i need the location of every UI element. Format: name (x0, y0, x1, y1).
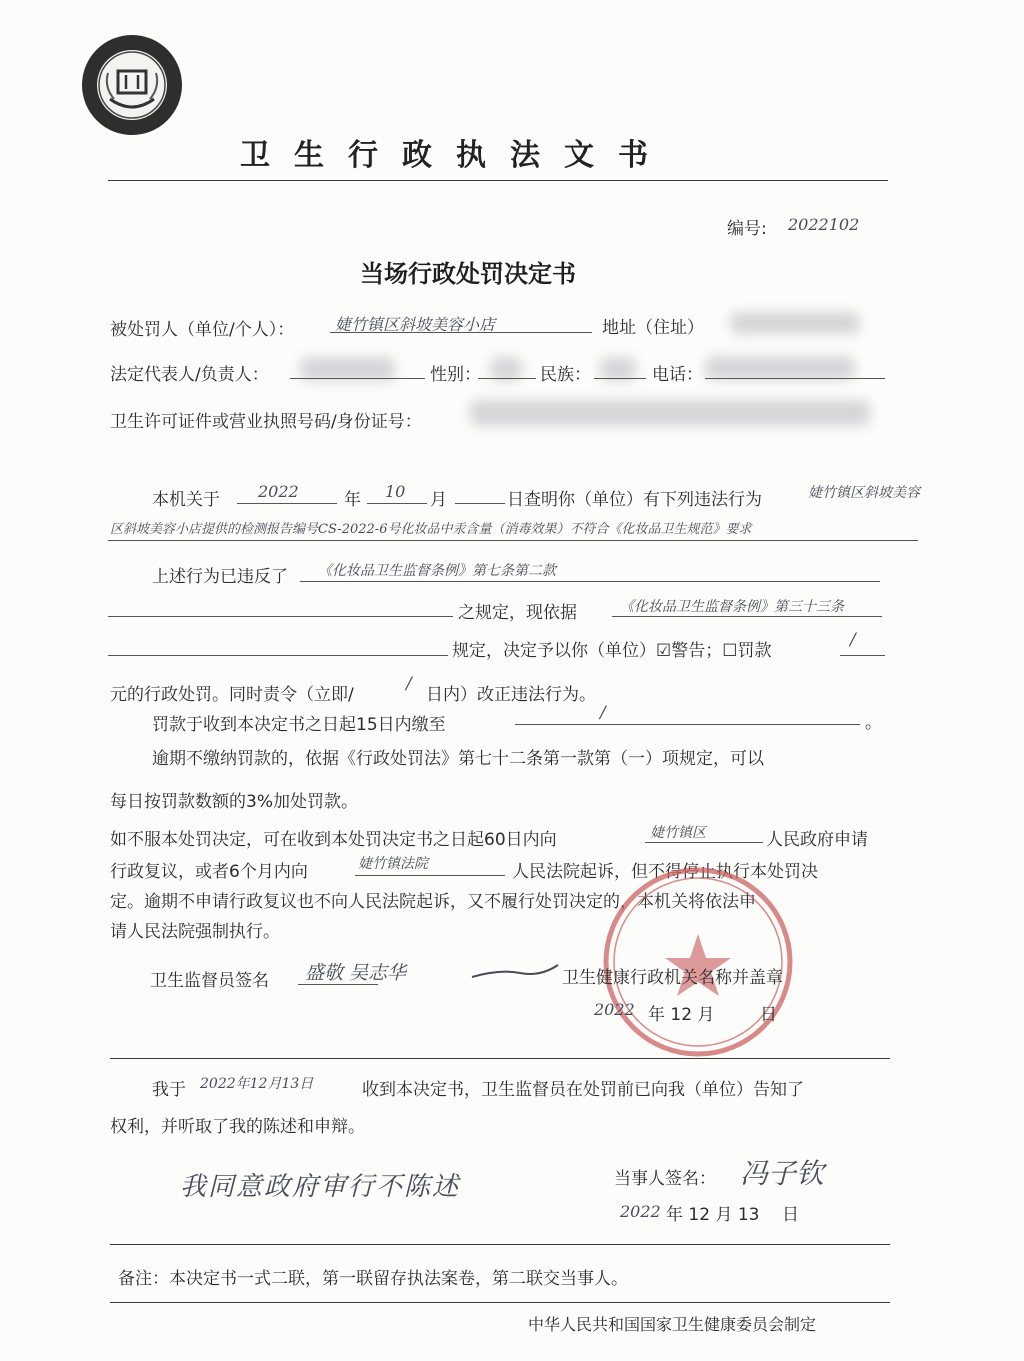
month-label: 月 (430, 490, 447, 510)
field-underline (330, 332, 592, 333)
field-underline (367, 503, 427, 504)
field-underline (515, 724, 860, 725)
field-underline (594, 378, 646, 379)
appeal-3: 定。逾期不申请行政复议也不向人民法院起诉，又不履行处罚决定的，本机关将依法申 (110, 892, 756, 912)
section-rule (110, 1302, 890, 1303)
redacted-address (730, 312, 860, 334)
appeal-1-suffix: 人民政府申请 (766, 830, 868, 850)
inspector-signature: 盛敬 吴志华 (305, 962, 407, 984)
gender-label: 性别： (430, 365, 481, 385)
penalized-party-label: 被处罚人（单位/个人）： (110, 320, 295, 340)
fine-line-value: / (600, 703, 606, 723)
overdue-text-1: 逾期不缴纳罚款的，依据《行政处罚法》第七十二条第一款第（一）项规定，可以 (152, 749, 764, 769)
note: 备注：本决定书一式二联，第一联留存执法案卷，第二联交当事人。 (118, 1269, 628, 1289)
page-title: 当场行政处罚决定书 (360, 260, 576, 288)
field-underline (290, 378, 425, 379)
doc-series-title: 卫生行政执法文书 (240, 138, 672, 173)
field-underline (298, 984, 378, 985)
party-statement-handwritten: 我同意政府审行不陈述 (180, 1172, 461, 1202)
redacted-phone (705, 356, 855, 380)
year-label: 年 (344, 490, 361, 510)
appeal-2-suffix: 人民法院起诉，但不得停止执行本处罚决 (512, 862, 818, 882)
field-underline (455, 503, 505, 504)
title-rule (108, 180, 888, 181)
official-seal-stamp (598, 862, 798, 1062)
appeal-1-hand: 婕竹镇区 (650, 825, 706, 841)
field-underline (108, 616, 453, 617)
party-day-label: 日 (782, 1205, 799, 1225)
field-underline (108, 655, 448, 656)
day-label: 日查明你（单位）有下列违法行为 (507, 490, 762, 510)
field-underline (645, 842, 763, 843)
license-label: 卫生许可证件或营业执照号码/身份证号： (110, 412, 422, 432)
party-date-text: 年 12 月 13 (666, 1205, 760, 1225)
field-underline (705, 378, 885, 379)
field-underline (108, 540, 918, 541)
signature-stroke (470, 955, 560, 985)
line5-text: 规定，决定予以你（单位）☑警告；☐罚款 (452, 641, 772, 661)
legal-rep-label: 法定代表人/负责人： (110, 365, 269, 385)
phone-label: 电话： (652, 365, 703, 385)
address-label: 地址（住址） (602, 318, 704, 338)
line6-hand: / (406, 674, 412, 694)
footer-issuer: 中华人民共和国国家卫生健康委员会制定 (528, 1315, 817, 1334)
party-date-year: 2022 (620, 1202, 661, 1221)
section-rule (110, 1244, 890, 1245)
agency-label: 卫生健康行政机关名称并盖章 (562, 968, 783, 988)
line4-handwritten: 《化妆品卫生监督条例》第三十三条 (620, 599, 844, 615)
field-underline (237, 503, 337, 504)
penalized-party-value: 婕竹镇区斜坡美容小店 (335, 315, 496, 334)
appeal-4: 请人民法院强制执行。 (110, 922, 280, 942)
agency-day-label: 日 (760, 1005, 777, 1025)
national-emblem-icon (80, 33, 184, 137)
receipt-line1-rest: 收到本决定书，卫生监督员在处罚前已向我（单位）告知了 (362, 1080, 804, 1100)
field-underline (300, 581, 880, 582)
party-sig-label: 当事人签名： (614, 1169, 716, 1189)
receipt-line1-hand: 2022年12月13日 (200, 1076, 314, 1092)
year-value: 2022 (258, 482, 299, 501)
violation-handwritten-2: 区斜坡美容小店提供的检测报告编号CS-2022-6号化妆品中汞含量（消毒效果）不符合《化妆品卫生规范》要求 (110, 522, 752, 537)
overdue-text-2: 每日按罚款数额的3%加处罚款。 (110, 792, 358, 812)
line3-prefix: 上述行为已违反了 (152, 567, 288, 587)
appeal-2-prefix: 行政复议，或者6个月内向 (110, 862, 308, 882)
party-signature: 冯子钦 (740, 1157, 825, 1190)
line4-mid: 之规定，现依据 (458, 603, 577, 623)
fine-line-text: 罚款于收到本决定书之日起15日内缴至 (152, 715, 446, 735)
doc-number-label: 编号: (727, 219, 767, 239)
violation-handwritten-1: 婕竹镇区斜坡美容 (808, 485, 920, 501)
line3-handwritten: 《化妆品卫生监督条例》第七条第二款 (318, 563, 556, 579)
receipt-line2: 权利，并听取了我的陈述和申辩。 (110, 1117, 365, 1137)
field-underline (612, 616, 882, 617)
appeal-1-prefix: 如不服本处罚决定，可在收到本处罚决定书之日起60日内向 (110, 830, 557, 850)
line5-fine-value: / (850, 630, 856, 650)
section-rule (110, 1058, 890, 1059)
receipt-line1-prefix: 我于 (152, 1080, 186, 1100)
agency-date-text: 年 12 月 (648, 1005, 715, 1025)
line6-rest: 日内）改正违法行为。 (426, 685, 596, 705)
doc-number-value: 2022102 (788, 215, 860, 234)
redacted-license (470, 400, 870, 426)
p1-prefix: 本机关于 (152, 490, 220, 510)
ethnicity-label: 民族： (540, 365, 591, 385)
field-underline (478, 378, 536, 379)
fine-line-end: 。 (865, 713, 882, 733)
agency-date-year: 2022 (594, 1000, 635, 1019)
appeal-2-hand: 婕竹镇法院 (358, 856, 428, 872)
field-underline (355, 875, 505, 876)
line6-text: 元的行政处罚。同时责令（立即/ (110, 685, 354, 705)
month-value: 10 (385, 482, 406, 501)
inspector-label: 卫生监督员签名 (150, 971, 269, 991)
field-underline (840, 655, 885, 656)
